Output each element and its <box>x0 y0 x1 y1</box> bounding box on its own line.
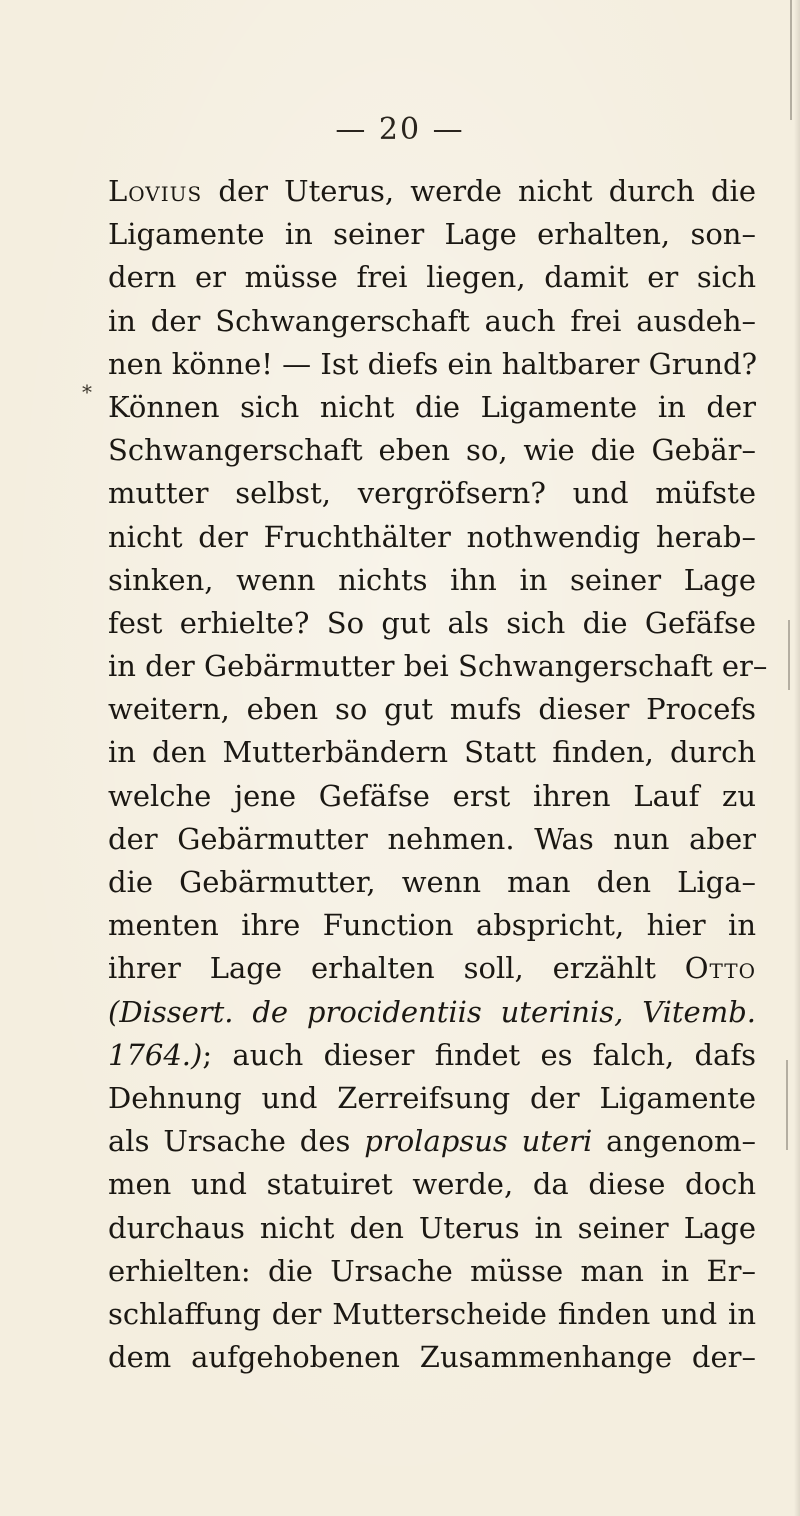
text-segment: nen könne! — Ist diefs ein haltbarer Grund? <box>108 346 758 381</box>
text-line <box>108 947 756 990</box>
text-line <box>108 688 756 731</box>
text-line <box>108 775 756 818</box>
text-line <box>108 472 756 515</box>
scan-speck <box>790 0 792 120</box>
text-line <box>108 1120 756 1163</box>
text-segment: Können sich nicht die Ligamente in der <box>108 389 756 424</box>
text-line <box>108 300 756 343</box>
text-line <box>108 559 756 602</box>
text-segment: Lovius <box>108 174 203 208</box>
text-segment: Dehnung und Zerreifsung der Ligamente <box>108 1080 756 1115</box>
text-line <box>108 386 756 429</box>
text-line <box>108 645 768 688</box>
margin-mark: * <box>82 380 92 404</box>
text-line <box>108 256 756 299</box>
text-line <box>108 602 756 645</box>
text-line <box>108 1336 756 1379</box>
text-segment: welche jene Gefäfse erst ihren Lauf zu <box>108 778 756 813</box>
scan-speck <box>788 620 790 690</box>
text-segment: menten ihre Function abspricht, hier in <box>108 908 756 943</box>
text-segment: men und statuiret werde, da diese doch <box>108 1167 756 1202</box>
text-segment: nicht der Fruchthälter nothwendig herab– <box>108 519 756 554</box>
text-segment: angenom– <box>592 1124 756 1159</box>
text-line <box>108 904 756 947</box>
text-segment: 1764.) <box>108 1037 203 1072</box>
text-segment: Otto <box>684 951 756 986</box>
text-segment: (Dissert. de procidentiis uterinis, Vitemb. <box>108 994 756 1029</box>
text-line <box>108 991 756 1034</box>
text-segment: weitern, eben so gut mufs dieser Procefs <box>108 692 756 727</box>
text-segment: die Gebärmutter, wenn man den Liga– <box>108 865 756 899</box>
text-line <box>108 1293 756 1336</box>
text-line <box>108 1250 756 1293</box>
text-segment: Schwangerschaft eben so, wie die Gebär– <box>108 433 756 468</box>
text-segment: durchaus nicht den Uterus in seiner Lage <box>108 1210 756 1245</box>
text-line <box>108 1034 756 1077</box>
text-line <box>108 516 756 559</box>
text-segment: in der Schwangerschaft auch frei ausdeh– <box>108 303 756 338</box>
text-segment: fest erhielte? So gut als sich die Gefäfse <box>108 605 756 640</box>
text-segment: ihrer Lage erhalten soll, erzählt <box>108 951 685 986</box>
text-segment: prolapsus uteri <box>364 1124 593 1159</box>
scan-speck <box>786 1060 788 1150</box>
text-line <box>108 1163 756 1206</box>
text-line <box>108 1077 756 1120</box>
text-segment: als Ursache des <box>108 1124 365 1159</box>
text-line <box>108 861 756 904</box>
text-line <box>108 429 756 472</box>
text-segment: Ligamente in seiner Lage erhalten, son– <box>108 217 756 252</box>
text-segment: erhielten: die Ursache müsse man in Er– <box>108 1253 756 1288</box>
text-line <box>108 1207 756 1250</box>
text-segment: sinken, wenn nichts ihn in seiner Lage <box>108 562 756 597</box>
text-segment: der Gebärmutter nehmen. Was nun aber <box>108 821 756 856</box>
text-line <box>108 213 756 256</box>
text-segment: ; auch dieser findet es falch, dafs <box>202 1037 756 1072</box>
text-line <box>108 170 756 213</box>
text-segment: der Uterus, werde nicht durch die <box>202 174 756 208</box>
text-segment: schlaffung der Mutterscheide finden und in <box>108 1296 756 1331</box>
scan-edge-shadow <box>794 0 800 1516</box>
text-segment: dern er müsse frei liegen, damit er sich <box>108 260 756 295</box>
text-line <box>108 343 756 386</box>
text-segment: dem aufgehobenen Zusammenhange der– <box>108 1340 756 1375</box>
body-text <box>108 170 768 1379</box>
text-segment: in der Gebärmutter bei Schwangerschaft er– <box>108 649 768 684</box>
text-line <box>108 818 756 861</box>
text-segment: in den Mutterbändern Statt finden, durch <box>108 735 756 770</box>
text-line <box>108 731 756 774</box>
page-number: — 20 — <box>335 112 465 147</box>
text-segment: mutter selbst, vergröfsern? und müfste <box>108 476 756 511</box>
